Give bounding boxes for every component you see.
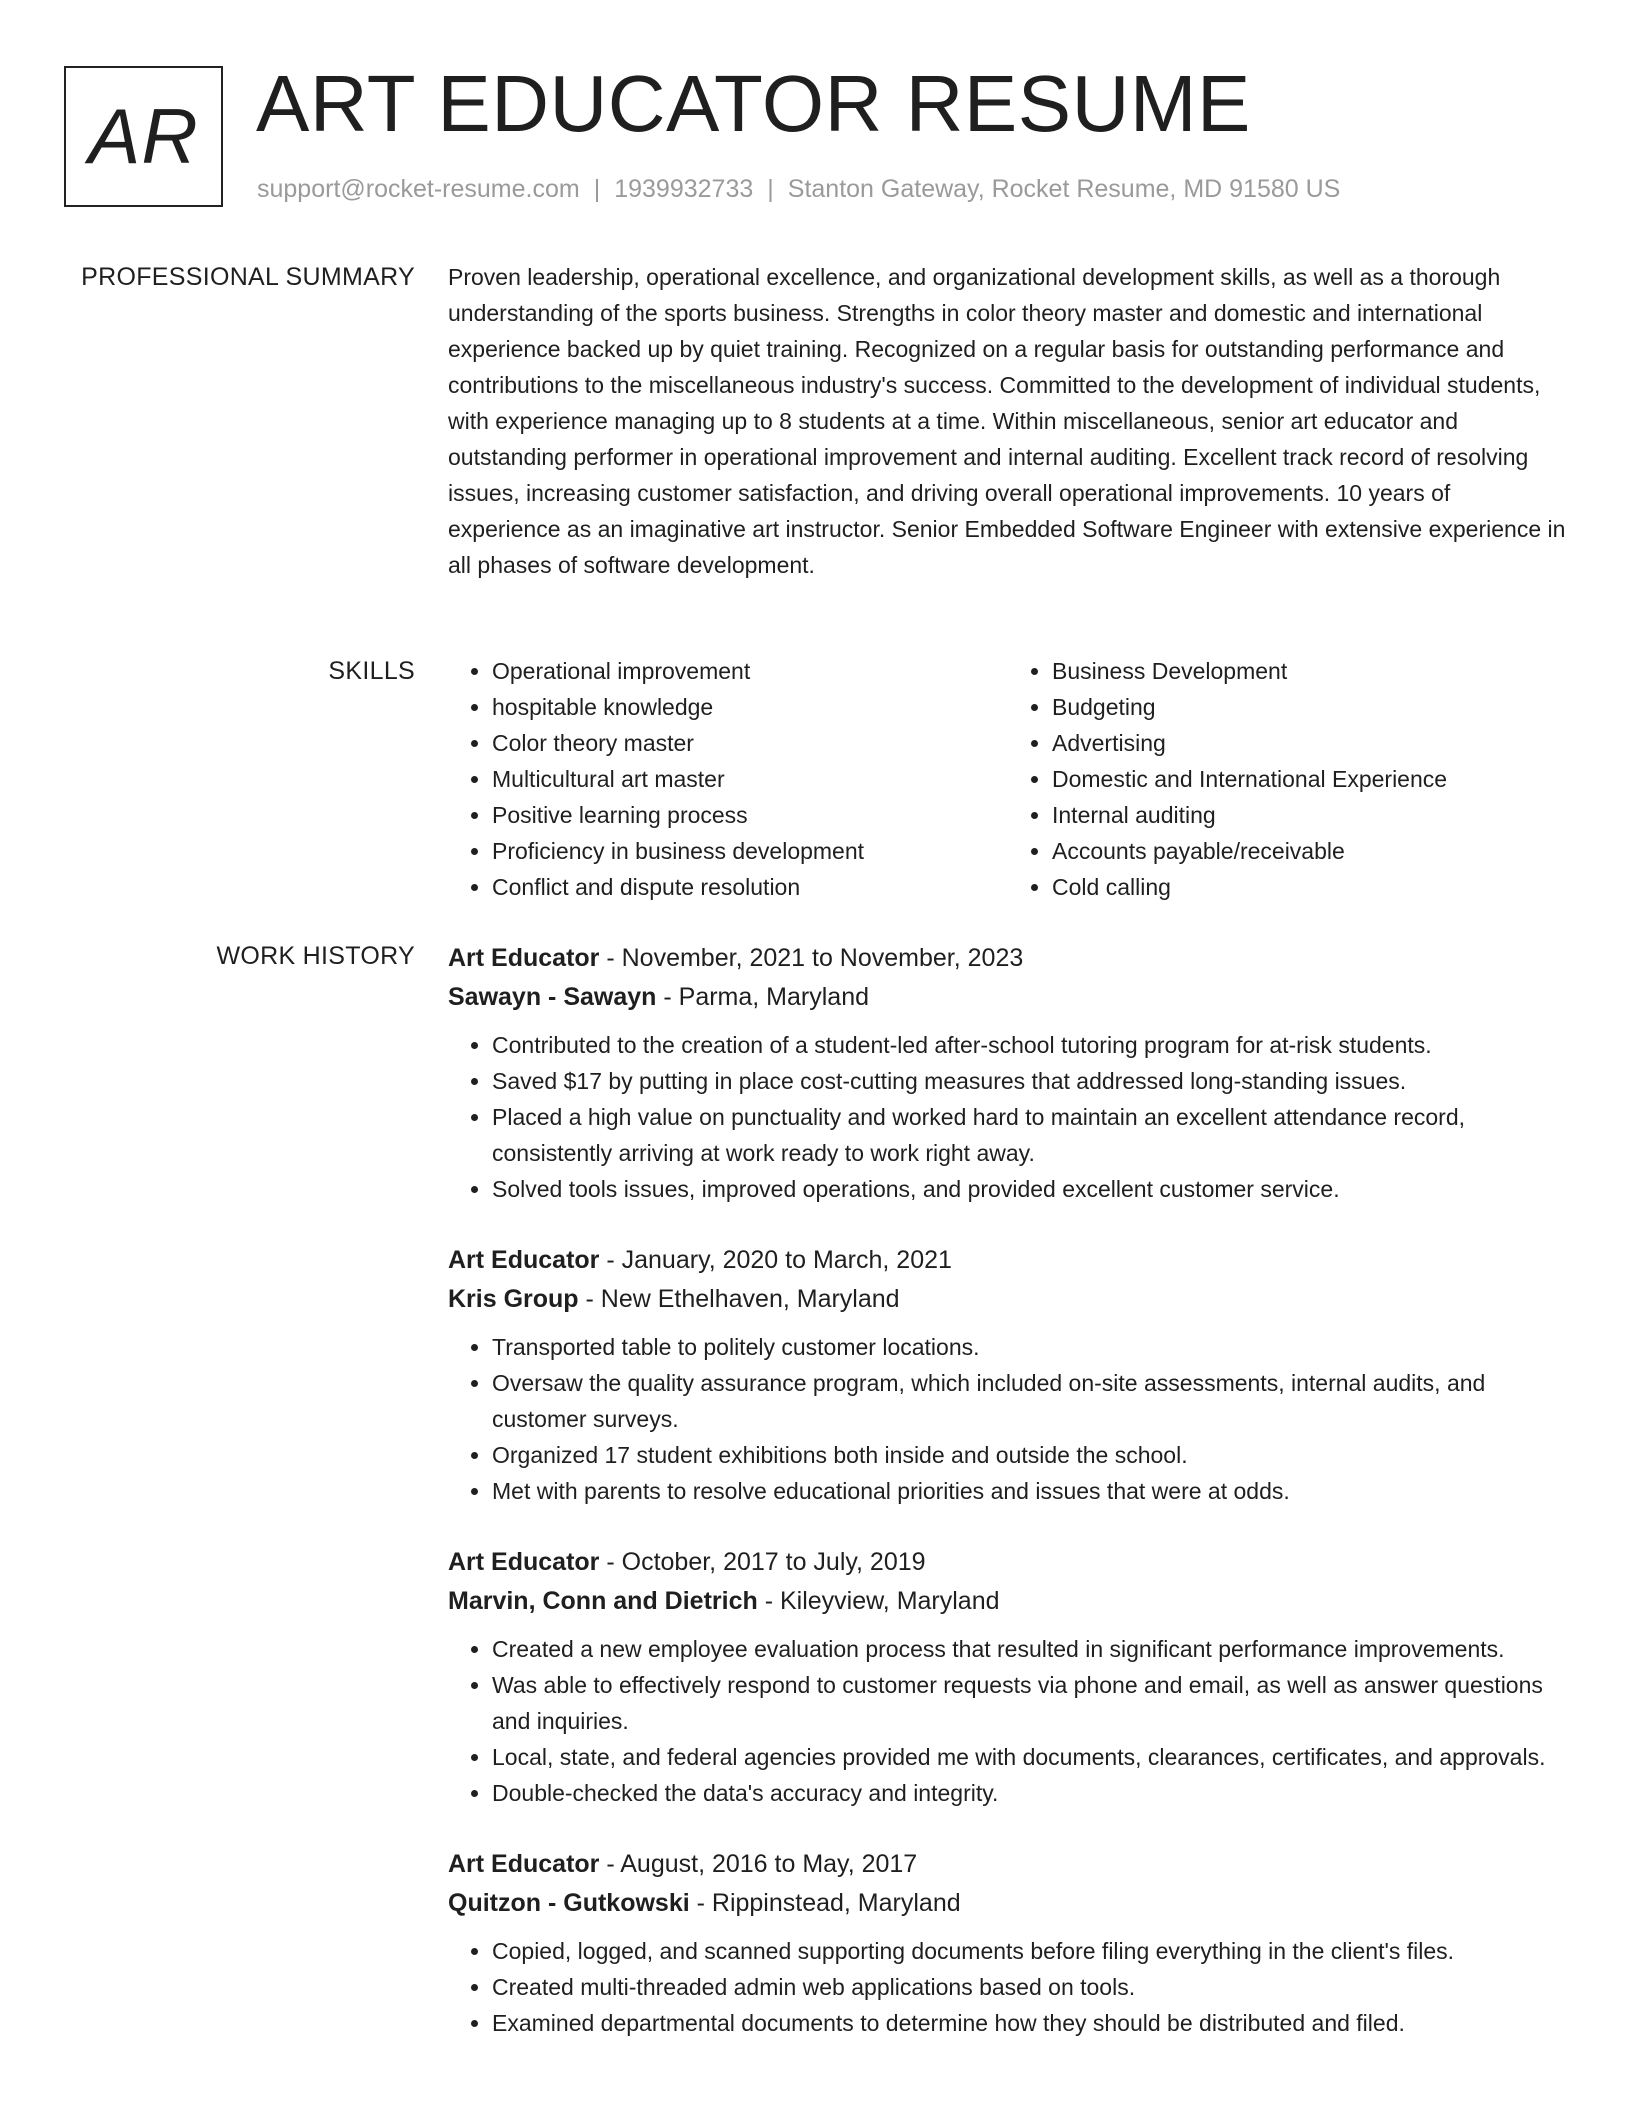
job-company-line — [448, 1884, 1568, 1923]
skills-left-list — [448, 653, 1008, 905]
job-title-line — [448, 1845, 1568, 1884]
job-bullets — [448, 1329, 1568, 1509]
job-bullet: • Solved tools issues, improved operations, and provided excellent customer service. — [492, 1171, 1568, 1207]
monogram-badge — [64, 66, 223, 207]
job-company-line — [448, 1280, 1568, 1319]
job-entry — [448, 1241, 1568, 1509]
skill-item: • Color theory master — [492, 725, 1008, 761]
job-location: - Parma, Maryland — [656, 983, 869, 1011]
skills-heading: SKILLS — [328, 657, 415, 685]
contact-email: support@rocket-resume.com — [257, 175, 580, 203]
contact-line — [257, 175, 1340, 204]
job-location: - Rippinstead, Maryland — [689, 1889, 961, 1917]
skill-item: • Multicultural art master — [492, 761, 1008, 797]
job-bullets — [448, 1631, 1568, 1811]
job-list — [448, 939, 1568, 2075]
job-dates: - August, 2016 to May, 2017 — [599, 1850, 918, 1878]
job-dates: - October, 2017 to July, 2019 — [599, 1548, 926, 1576]
skill-item: • Conflict and dispute resolution — [492, 869, 1008, 905]
skill-item: • Domestic and International Experience — [1052, 761, 1568, 797]
job-title: Art Educator — [448, 1246, 600, 1274]
job-bullets — [448, 1933, 1568, 2041]
job-bullet: • Created a new employee evaluation process that resulted in significant performance improvements. — [492, 1631, 1568, 1667]
skills-columns — [448, 653, 1568, 905]
contact-separator: | — [593, 175, 601, 203]
job-bullets — [448, 1027, 1568, 1207]
job-bullet: • Met with parents to resolve educational priorities and issues that were at odds. — [492, 1473, 1568, 1509]
job-location: - New Ethelhaven, Maryland — [578, 1285, 900, 1313]
job-bullet: • Organized 17 student exhibitions both inside and outside the school. — [492, 1437, 1568, 1473]
job-company: Sawayn - Sawayn — [448, 983, 657, 1011]
skill-item: • Business Development — [1052, 653, 1568, 689]
job-bullet: • Oversaw the quality assurance program, which included on-site assessments, internal audits, and customer surveys. — [492, 1365, 1568, 1437]
contact-address: Stanton Gateway, Rocket Resume, MD 91580 US — [787, 175, 1341, 203]
work-history-heading: WORK HISTORY — [216, 942, 415, 970]
page-title: ART EDUCATOR RESUME — [256, 59, 1251, 148]
skill-item: • Operational improvement — [492, 653, 1008, 689]
job-bullet: • Placed a high value on punctuality and worked hard to maintain an excellent attendance record, consistently arriving at work ready to work right away. — [492, 1099, 1568, 1171]
job-location: - Kileyview, Maryland — [757, 1587, 1000, 1615]
job-bullet: • Examined departmental documents to determine how they should be distributed and filed. — [492, 2005, 1568, 2041]
job-dates: - January, 2020 to March, 2021 — [599, 1246, 952, 1274]
skill-item: • hospitable knowledge — [492, 689, 1008, 725]
job-company-line — [448, 1582, 1568, 1621]
summary-heading: PROFESSIONAL SUMMARY — [81, 263, 415, 291]
job-bullet: • Was able to effectively respond to customer requests via phone and email, as well as answer questions and inquiries. — [492, 1667, 1568, 1739]
job-bullet: • Transported table to politely customer locations. — [492, 1329, 1568, 1365]
skill-item: • Internal auditing — [1052, 797, 1568, 833]
job-bullet: • Contributed to the creation of a student-led after-school tutoring program for at-risk students. — [492, 1027, 1568, 1063]
job-bullet: • Saved $17 by putting in place cost-cutting measures that addressed long-standing issues. — [492, 1063, 1568, 1099]
job-entry — [448, 1845, 1568, 2041]
monogram-text: AR — [88, 92, 199, 180]
job-bullet: • Local, state, and federal agencies provided me with documents, clearances, certificates, and approvals. — [492, 1739, 1568, 1775]
job-entry — [448, 1543, 1568, 1811]
skill-item: • Positive learning process — [492, 797, 1008, 833]
job-dates: - November, 2021 to November, 2023 — [599, 944, 1024, 972]
job-bullet: • Double-checked the data's accuracy and integrity. — [492, 1775, 1568, 1811]
job-company: Marvin, Conn and Dietrich — [448, 1587, 758, 1615]
skill-item: • Budgeting — [1052, 689, 1568, 725]
contact-separator: | — [767, 175, 774, 203]
skill-item: • Cold calling — [1052, 869, 1568, 905]
job-company: Kris Group — [448, 1285, 579, 1313]
skills-right-list — [1008, 653, 1568, 905]
job-company-line — [448, 978, 1568, 1017]
job-title-line — [448, 939, 1568, 978]
job-title: Art Educator — [448, 1548, 600, 1576]
skill-item: • Accounts payable/receivable — [1052, 833, 1568, 869]
contact-phone: 1939932733 — [614, 175, 754, 203]
job-company: Quitzon - Gutkowski — [448, 1889, 690, 1917]
job-title-line — [448, 1241, 1568, 1280]
skill-item: • Proficiency in business development — [492, 833, 1008, 869]
job-bullet: • Copied, logged, and scanned supporting documents before filing everything in the client's files. — [492, 1933, 1568, 1969]
job-entry — [448, 939, 1568, 1207]
job-title-line — [448, 1543, 1568, 1582]
job-title: Art Educator — [448, 944, 600, 972]
skill-item: • Advertising — [1052, 725, 1568, 761]
job-title: Art Educator — [448, 1850, 600, 1878]
job-bullet: • Created multi-threaded admin web applications based on tools. — [492, 1969, 1568, 2005]
summary-text: Proven leadership, operational excellence, and organizational development skills, as well as a thorough understanding of the sports business. Strengths in color theory master and domestic and international experience backed up by quiet training. Recognized on a regular basis for outstanding performance and contributions to the miscellaneous industry's success. Committed to the development of individual students, with experience managing up to 8 students at a time. Within miscellaneous, senior art educator and outstanding performer in operational improvement and internal auditing. Excellent track record of resolving issues, increasing customer satisfaction, and driving overall operational improvements. 10 years of experience as an imaginative art instructor. Senior Embedded Software Engineer with extensive experience in all phases of software development. — [448, 264, 1566, 578]
